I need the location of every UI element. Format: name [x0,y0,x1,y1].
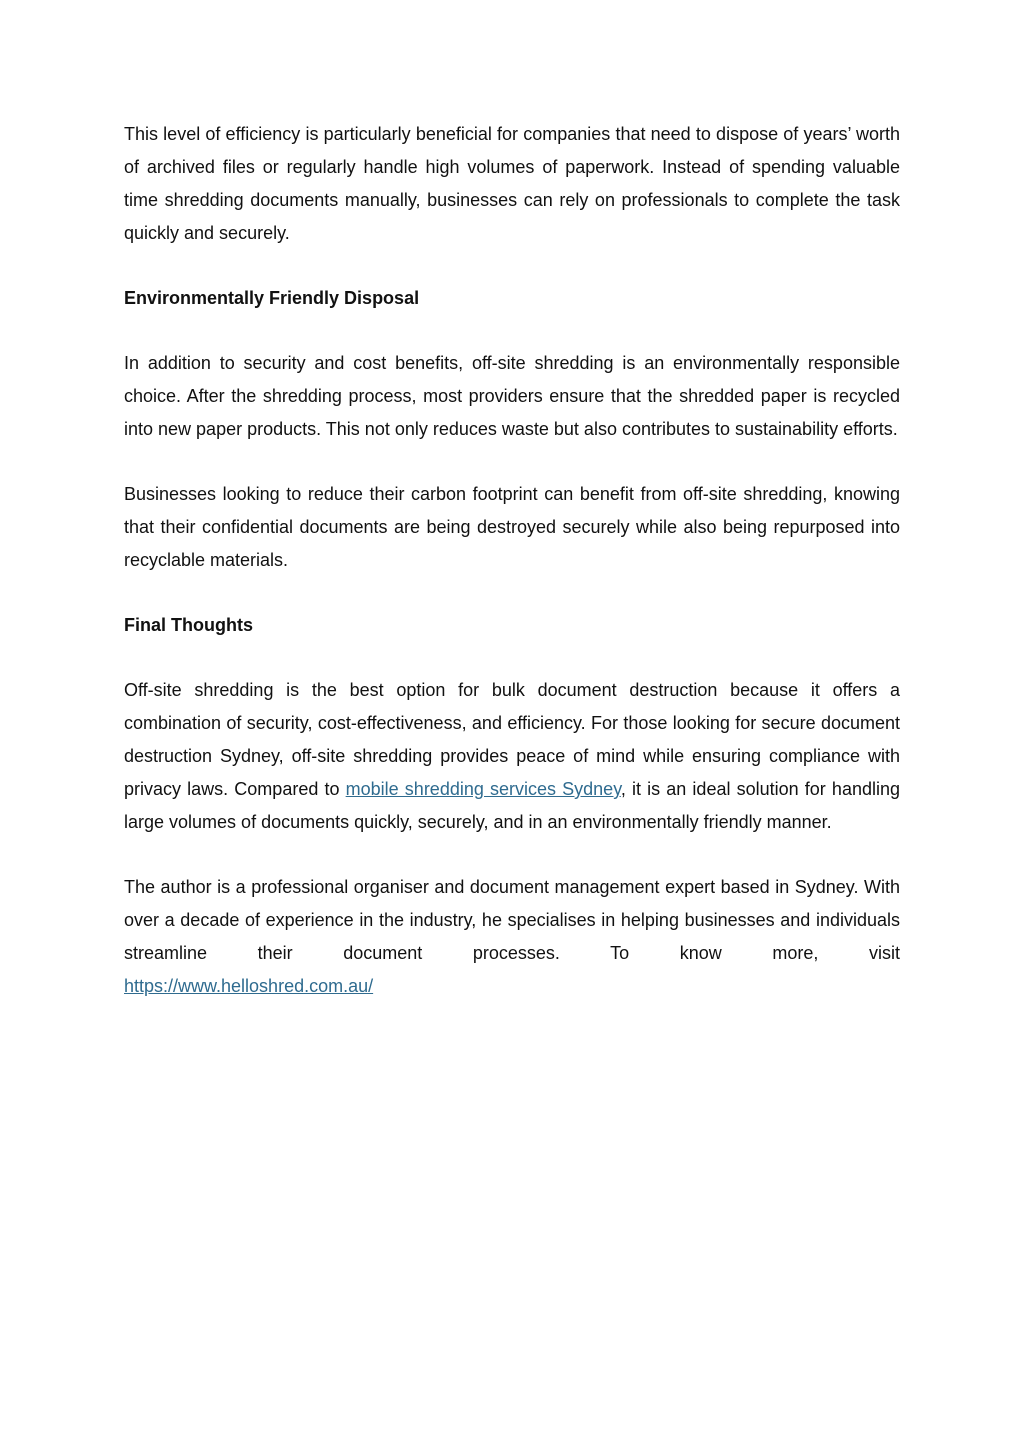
helloshred-website-link[interactable]: https://www.helloshred.com.au/ [124,976,374,996]
paragraph-efficiency: This level of efficiency is particularly beneficial for companies that need to dispose of years’ worth of archived files or regularly handle high volumes of paperwork. Instead of spending valuable time shredding documents manually, businesses can rely on professionals to complete the task quickly and securely. [124,124,900,243]
document-page [124,118,900,1003]
heading-final-thoughts: Final Thoughts [124,615,253,635]
author-link-line [124,970,900,1003]
mobile-shredding-link[interactable]: mobile shredding services Sydney [345,779,621,799]
paragraph-environment: In addition to security and cost benefits, off-site shredding is an environmentally responsible choice. After the shredding process, most providers ensure that the shredded paper is recycled into new paper products. This not only reduces waste but also contributes to sustainability efforts. [124,353,900,439]
final-thoughts-text-before-link: Off-site shredding is the best option for bulk document destruction because it offers a combination of security, cost-effectiveness, and efficiency. For those looking for secure document destruction Sydney, off-site shredding provides peace of mind while ensuring compliance with privacy laws. Compared to [124,680,900,799]
heading-environmentally-friendly-disposal: Environmentally Friendly Disposal [124,288,420,308]
paragraph-carbon-footprint: Businesses looking to reduce their carbon footprint can benefit from off-site shredding, knowing that their confidential documents are being destroyed securely while also being repurposed into recyclable materials. [124,484,900,570]
final-thoughts-text-after-link: , it is an ideal solution for handling large volumes of documents quickly, securely, and in an environmentally friendly manner. [124,779,900,832]
paragraph-final-thoughts [124,674,900,839]
paragraph-author: The author is a professional organiser and document management expert based in Sydney. With over a decade of experience in the industry, he specialises in helping businesses and individuals streamline their document processes. To know more, visit [124,877,900,963]
